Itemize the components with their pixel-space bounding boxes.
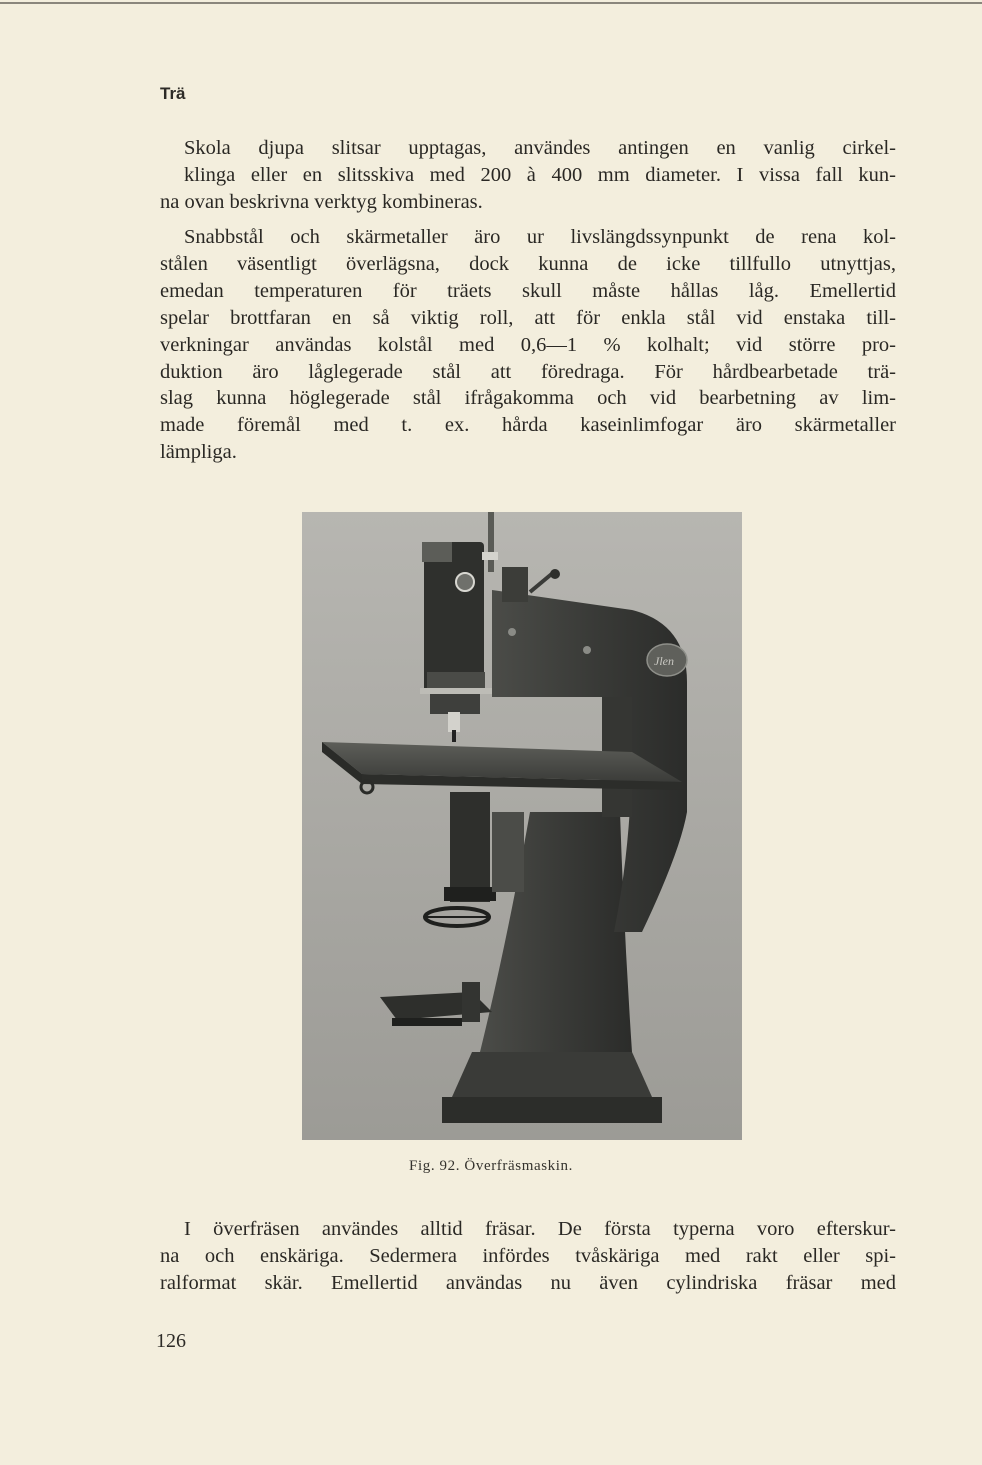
paragraph-2 bbox=[160, 224, 896, 466]
paragraph-3 bbox=[160, 1216, 896, 1297]
text-line: I överfräsen användes alltid fräsar. De första typerna voro efterskur- bbox=[184, 1218, 896, 1240]
top-rule bbox=[0, 2, 982, 4]
paragraph-1 bbox=[160, 135, 896, 216]
text-line: made föremål med t. ex. hårda kaseinlimfogar äro skärmetaller bbox=[160, 414, 896, 437]
text-line: na och enskäriga. Sedermera infördes tvåskäriga med rakt eller spi- bbox=[160, 1244, 896, 1267]
text-line: na ovan beskrivna verktyg kombineras. bbox=[160, 190, 483, 213]
text-line: spelar brottfaran en så viktig roll, att för enkla stål vid enstaka till- bbox=[160, 306, 896, 329]
text-line: klinga eller en slitsskiva med 200 à 400 mm diameter. I vissa fall kun- bbox=[184, 163, 896, 186]
running-head: Trä bbox=[160, 84, 186, 103]
text-line: verkningar användas kolstål med 0,6—1 % kolhalt; vid större pro- bbox=[160, 333, 896, 356]
text-line: slag kunna höglegerade stål ifrågakomma och vid bearbetning av lim- bbox=[160, 387, 896, 410]
page-number: 126 bbox=[156, 1330, 186, 1352]
text-line: stålen väsentligt överlägsna, dock kunna de icke tillfullo utnyttjas, bbox=[160, 252, 896, 275]
text-line: Snabbstål och skärmetaller äro ur livslängdssynpunkt de rena kol- bbox=[184, 226, 896, 248]
text-line: emedan temperaturen för träets skull måste hållas låg. Emellertid bbox=[160, 279, 896, 302]
text-line: ralformat skär. Emellertid användas nu även cylindriska fräsar med bbox=[160, 1271, 896, 1294]
figure-machine-photo bbox=[302, 512, 742, 1140]
text-line: lämpliga. bbox=[160, 441, 237, 464]
text-line: Skola djupa slitsar upptagas, användes antingen en vanlig cirkel- bbox=[184, 137, 896, 159]
machine-nameplate: Jlen bbox=[654, 654, 674, 668]
text-line: duktion äro låglegerade stål att föredraga. För hårdbearbetade trä- bbox=[160, 360, 896, 383]
figure-caption: Fig. 92. Överfräsmaskin. bbox=[409, 1158, 573, 1174]
router-machine-illustration bbox=[302, 512, 742, 1140]
